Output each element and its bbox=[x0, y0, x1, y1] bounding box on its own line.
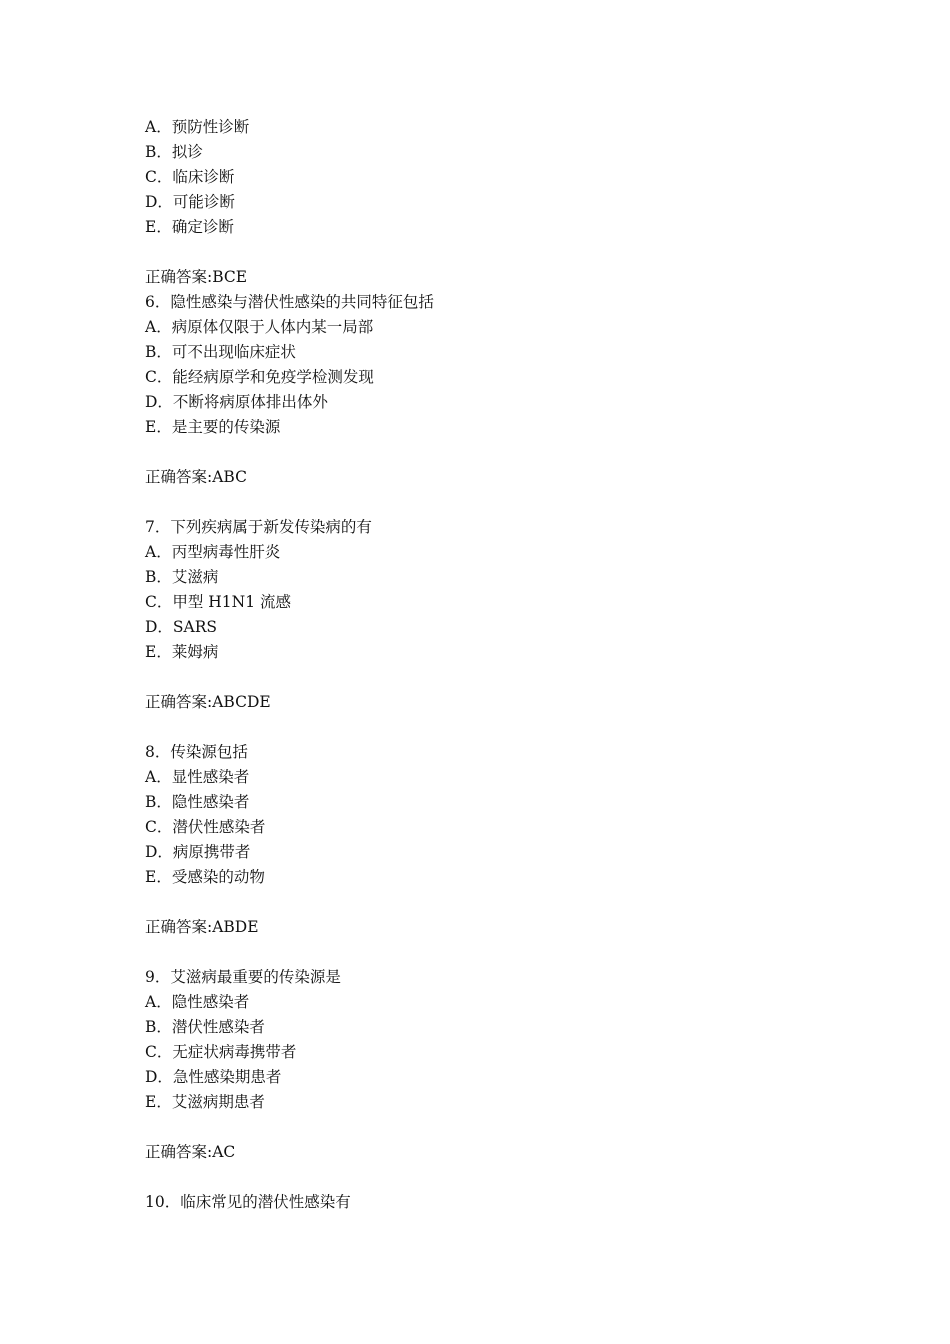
option-e: E．确定诊断 bbox=[145, 218, 234, 236]
document-page bbox=[145, 115, 845, 1215]
answer-line: 正确答案:AC bbox=[145, 1143, 236, 1161]
option-b: B．艾滋病 bbox=[145, 568, 219, 586]
option-b: B．拟诊 bbox=[145, 143, 203, 161]
option-e: E．艾滋病期患者 bbox=[145, 1093, 265, 1111]
answer-line: 正确答案:ABDE bbox=[145, 918, 259, 936]
question-block-6 bbox=[145, 290, 845, 515]
option-c: C．无症状病毒携带者 bbox=[145, 1043, 297, 1061]
question-text: 6．隐性感染与潜伏性感染的共同特征包括 bbox=[145, 293, 434, 311]
answer-line: 正确答案:ABC bbox=[145, 468, 247, 486]
option-c: C．临床诊断 bbox=[145, 168, 235, 186]
question-block-9 bbox=[145, 965, 845, 1190]
spacer bbox=[145, 1165, 845, 1190]
spacer bbox=[145, 1115, 845, 1140]
question-text: 9．艾滋病最重要的传染源是 bbox=[145, 968, 341, 986]
question-block-7 bbox=[145, 515, 845, 740]
option-a: A．隐性感染者 bbox=[145, 993, 250, 1011]
option-a: A．丙型病毒性肝炎 bbox=[145, 543, 281, 561]
question-text: 7．下列疾病属于新发传染病的有 bbox=[145, 518, 372, 536]
option-e: E．受感染的动物 bbox=[145, 868, 265, 886]
spacer bbox=[145, 715, 845, 740]
option-d: D．不断将病原体排出体外 bbox=[145, 393, 328, 411]
option-c: C．甲型 H1N1 流感 bbox=[145, 593, 292, 611]
spacer bbox=[145, 440, 845, 465]
option-b: B．可不出现临床症状 bbox=[145, 343, 296, 361]
question-text: 10．临床常见的潜伏性感染有 bbox=[145, 1193, 351, 1211]
spacer bbox=[145, 240, 845, 265]
option-a: A．病原体仅限于人体内某一局部 bbox=[145, 318, 374, 336]
option-d: D．病原携带者 bbox=[145, 843, 251, 861]
option-d: D．SARS bbox=[145, 618, 218, 636]
spacer bbox=[145, 940, 845, 965]
spacer bbox=[145, 890, 845, 915]
answer-line: 正确答案:ABCDE bbox=[145, 693, 271, 711]
option-c: C．潜伏性感染者 bbox=[145, 818, 266, 836]
option-d: D．急性感染期患者 bbox=[145, 1068, 282, 1086]
option-c: C．能经病原学和免疫学检测发现 bbox=[145, 368, 374, 386]
question-block-8 bbox=[145, 740, 845, 965]
option-b: B．潜伏性感染者 bbox=[145, 1018, 265, 1036]
spacer bbox=[145, 665, 845, 690]
question-text: 8．传染源包括 bbox=[145, 743, 248, 761]
spacer bbox=[145, 490, 845, 515]
option-e: E．是主要的传染源 bbox=[145, 418, 281, 436]
option-a: A．预防性诊断 bbox=[145, 118, 250, 136]
option-e: E．莱姆病 bbox=[145, 643, 219, 661]
option-b: B．隐性感染者 bbox=[145, 793, 250, 811]
question-block-0 bbox=[145, 115, 845, 290]
option-d: D．可能诊断 bbox=[145, 193, 235, 211]
option-a: A．显性感染者 bbox=[145, 768, 250, 786]
answer-line: 正确答案:BCE bbox=[145, 268, 248, 286]
question-block-10 bbox=[145, 1190, 845, 1215]
